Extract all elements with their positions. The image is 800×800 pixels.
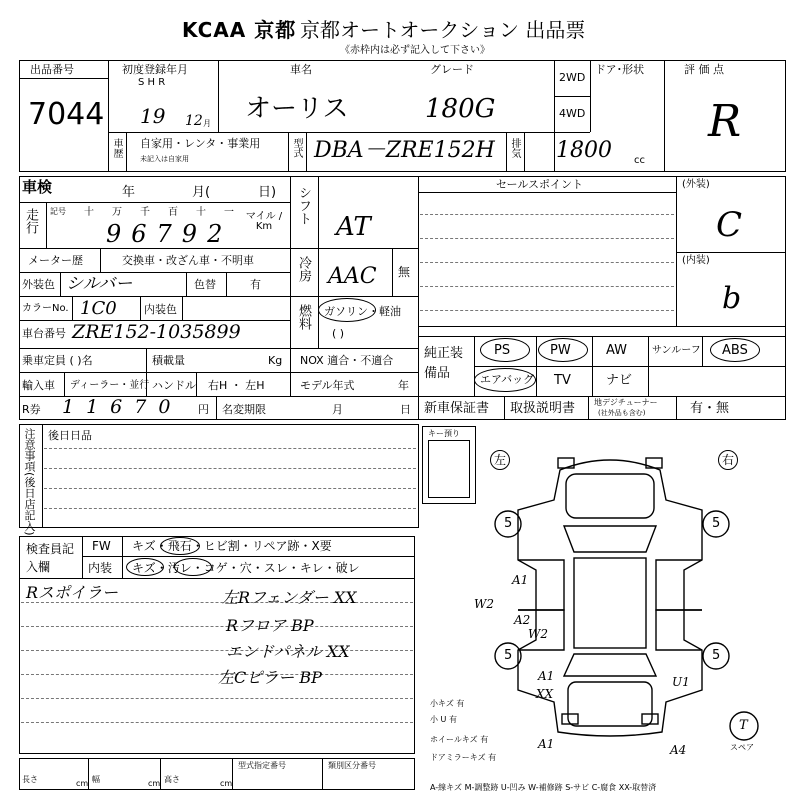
displacement-value: 1800 <box>556 138 612 163</box>
legend-wheel-scratch: ホイールキズ 有 <box>430 735 489 744</box>
history-options: 自家用・レンタ・事業用 <box>140 137 261 150</box>
legend-small-dent: 小 U 有 <box>430 715 457 724</box>
mileage-digit-3: 百 <box>168 207 178 218</box>
mileage-digit-0: 十 <box>84 207 94 218</box>
damage-mark-a2: A2 <box>514 613 531 627</box>
tire-mark-rr: 5 <box>712 648 721 663</box>
recycle-label: R券 <box>22 403 41 416</box>
fuel-circle <box>318 298 376 322</box>
mileage-unit: マイル / Km <box>245 211 283 232</box>
name-change-label: 名変期限 <box>222 403 266 416</box>
damage-mark-u1: U1 <box>672 675 690 689</box>
vin-value: ZRE152-1035899 <box>72 321 241 343</box>
width-label: 幅 <box>92 775 100 784</box>
sales-point-label: セールスポイント <box>496 178 584 191</box>
int-eval-value: b <box>722 281 742 316</box>
width-unit: cm <box>148 779 161 788</box>
tire-mark-fl: 5 <box>504 516 513 531</box>
name-change-month: 月 <box>332 403 343 416</box>
tire-mark-rl: 5 <box>504 648 513 663</box>
ext-eval-label: (外装) <box>682 179 710 190</box>
remark-2: Rフロア BP <box>226 616 314 635</box>
inspection-unit-month: 月( <box>192 185 211 200</box>
legend-small-scratch: 小キズ 有 <box>430 699 465 708</box>
fw-label: FW <box>92 539 111 553</box>
digital-tuner-note: (社外品も含む) <box>598 409 646 417</box>
mileage-digit-5: 一 <box>224 207 234 218</box>
equip-sunroof: サンルーフ <box>652 345 701 356</box>
era-label: S H R <box>138 77 166 88</box>
remark-3: エンドパネル XX <box>226 642 350 661</box>
int-label: 内装 <box>88 561 113 575</box>
right-label: 右 <box>722 453 735 467</box>
lot-number-label: 出品番号 <box>30 63 74 76</box>
class-label: 類別区分番号 <box>328 761 376 770</box>
first-reg-year: 19 <box>140 104 166 128</box>
warranty-label: 新車保証書 <box>424 401 490 416</box>
color-no-value: 1C0 <box>80 298 117 319</box>
mileage-digit-4: 十 <box>196 207 206 218</box>
aircon-label: 冷房 <box>296 256 311 282</box>
door-label: ドア･形状 <box>595 63 645 76</box>
legend-mirror-scratch: ドアミラーキズ 有 <box>430 753 497 762</box>
damage-mark-a1-bottom: A1 <box>538 737 555 751</box>
tire-mark-fr: 5 <box>712 516 721 531</box>
form-note: 《赤枠内は必ず記入して下さい》 <box>340 45 490 56</box>
color-change-label: 色替 <box>194 278 216 291</box>
mileage-digit-1: 万 <box>112 207 122 218</box>
remark-1: 左Rフェンダー XX <box>222 588 357 607</box>
equip-abs: ABS <box>722 343 748 358</box>
dealer-label: ディーラー・並行 <box>70 380 150 391</box>
history-label: 車歴 <box>111 138 122 158</box>
car-hood <box>566 474 654 518</box>
car-right-front-door <box>656 560 702 610</box>
grade-label: グレード <box>430 63 474 76</box>
shift-label: シフト <box>296 186 311 225</box>
equip-airbag: エアバッグ <box>480 373 535 386</box>
model-value: DBA－ZRE152H <box>314 138 495 163</box>
first-reg-month-unit: 月 <box>203 119 211 128</box>
meter-label: メーター歴 <box>28 254 83 267</box>
equip-tv: TV <box>554 373 571 388</box>
car-rear-window <box>564 654 656 676</box>
inspection-label: 車検 <box>22 178 53 196</box>
displacement-unit: cc <box>634 155 645 166</box>
car-roof <box>574 558 646 648</box>
fuel-paren: ( ) <box>332 327 345 340</box>
equip-pw: PW <box>550 343 571 358</box>
remark-4: 左Cピラー BP <box>218 668 322 687</box>
mileage-label: 走行 <box>23 208 38 234</box>
length-unit: cm <box>76 779 89 788</box>
ext-color-value: シルバー <box>66 274 133 294</box>
load-unit: Kg <box>268 354 283 367</box>
model-year-unit: 年 <box>398 379 409 392</box>
first-reg-label: 初度登録年月 <box>122 63 188 76</box>
later-date-label: 後日日品 <box>48 429 92 442</box>
type-cert-label: 型式指定番号 <box>238 761 286 770</box>
model-label: 型式 <box>291 138 302 158</box>
aircon-none: 無 <box>398 265 411 279</box>
vin-label: 車台番号 <box>22 327 66 340</box>
recycle-value: 11670 <box>62 396 183 418</box>
recycle-unit: 円 <box>198 403 209 416</box>
nox-label: NOX 適合・不適合 <box>300 354 394 367</box>
drive-2wd: 2WD <box>559 71 586 84</box>
color-no-label: カラーNo. <box>22 303 69 314</box>
aircon-value: AAC <box>328 264 377 289</box>
grade-value: 180G <box>425 94 496 124</box>
damage-mark-w2-left: W2 <box>474 597 494 611</box>
car-right-rear-door <box>656 610 702 650</box>
damage-mark-w2-door: W2 <box>528 627 548 641</box>
damage-mark-a1-front: A1 <box>512 573 529 587</box>
shift-value: AT <box>336 212 371 242</box>
height-unit: cm <box>220 779 233 788</box>
first-reg-month: 12 <box>185 113 203 129</box>
spare-mark: T <box>739 718 748 733</box>
fuel-label: 燃料 <box>296 304 311 330</box>
car-windshield <box>564 526 656 552</box>
capacity-label: 乗車定員 ( )名 <box>22 354 93 367</box>
length-label: 長さ <box>22 775 38 784</box>
displacement-label: 排気 <box>509 138 520 158</box>
inspection-unit-year: 年 <box>122 185 136 200</box>
name-change-day: 日 <box>400 403 411 416</box>
damage-mark-a1-rear: A1 <box>538 669 555 683</box>
manual-label: 取扱説明書 <box>510 401 576 416</box>
equip-navi: ナビ <box>606 373 633 388</box>
car-name-label: 車名 <box>290 63 312 76</box>
ext-eval-value: C <box>716 205 743 245</box>
int-eval-label: (内装) <box>682 255 710 266</box>
inspection-unit-day: 日) <box>258 185 277 200</box>
remark-0: Rスポイラー <box>26 583 119 602</box>
handle-options: 右H ・ 左H <box>208 379 265 392</box>
history-note: 未記入は自家用 <box>140 155 189 163</box>
load-label: 積載量 <box>152 354 185 367</box>
ext-color-label: 外装色 <box>22 278 55 291</box>
mileage-kigou: 記号 <box>50 207 66 216</box>
left-label: 左 <box>494 453 507 467</box>
damage-mark-a4: A4 <box>670 743 687 757</box>
equip-aw: AW <box>606 343 628 358</box>
drive-4wd: 4WD <box>559 107 586 120</box>
legend-footer: A-線キズ M-調整跡 U-凹み W-補修跡 S-サビ C-腐食 XX-取替済 <box>430 783 657 792</box>
form-title: 京都オートオークション 出品票 <box>300 18 586 42</box>
fuel-options: ガソリン・軽油 <box>324 305 401 318</box>
rating-label: 評 価 点 <box>684 63 724 76</box>
logo: KCAA 京都 <box>182 18 297 42</box>
equip-label: 純正装備品 <box>424 346 464 381</box>
import-label: 輸入車 <box>22 379 55 392</box>
meter-options: 交換車・改ざん車・不明車 <box>122 254 254 267</box>
int-items: キズ・汚レ・コゲ・穴・スレ・キレ・破レ <box>132 561 360 575</box>
damage-mark-xx: XX <box>536 687 554 701</box>
model-year-label: モデル年式 <box>300 379 355 392</box>
rating-value: R <box>708 96 742 147</box>
digital-tuner-label: 地デジチューナー <box>594 398 658 407</box>
mileage-value: 96792 <box>106 220 233 248</box>
height-label: 高さ <box>164 775 180 784</box>
inspector-label: 検査員記入欄 <box>26 542 75 574</box>
color-change-value: 有 <box>250 278 261 291</box>
car-name-value: オーリス <box>245 94 349 124</box>
equip-ps: PS <box>494 343 511 358</box>
fw-items: キズ・飛石・ヒビ割・リペア跡・X要 <box>132 539 332 553</box>
spare-label: スペア <box>730 743 754 752</box>
lot-number-value: 7044 <box>28 97 105 132</box>
key-label: キー預り <box>428 429 460 438</box>
caution-label: 注意事項(後日店記入) <box>23 428 36 536</box>
digital-tuner-options: 有・無 <box>690 401 730 416</box>
mileage-digit-2: 千 <box>140 207 150 218</box>
int-color-label: 内装色 <box>144 303 177 316</box>
handle-label: ハンドル <box>152 379 196 392</box>
car-trunk <box>568 682 652 726</box>
